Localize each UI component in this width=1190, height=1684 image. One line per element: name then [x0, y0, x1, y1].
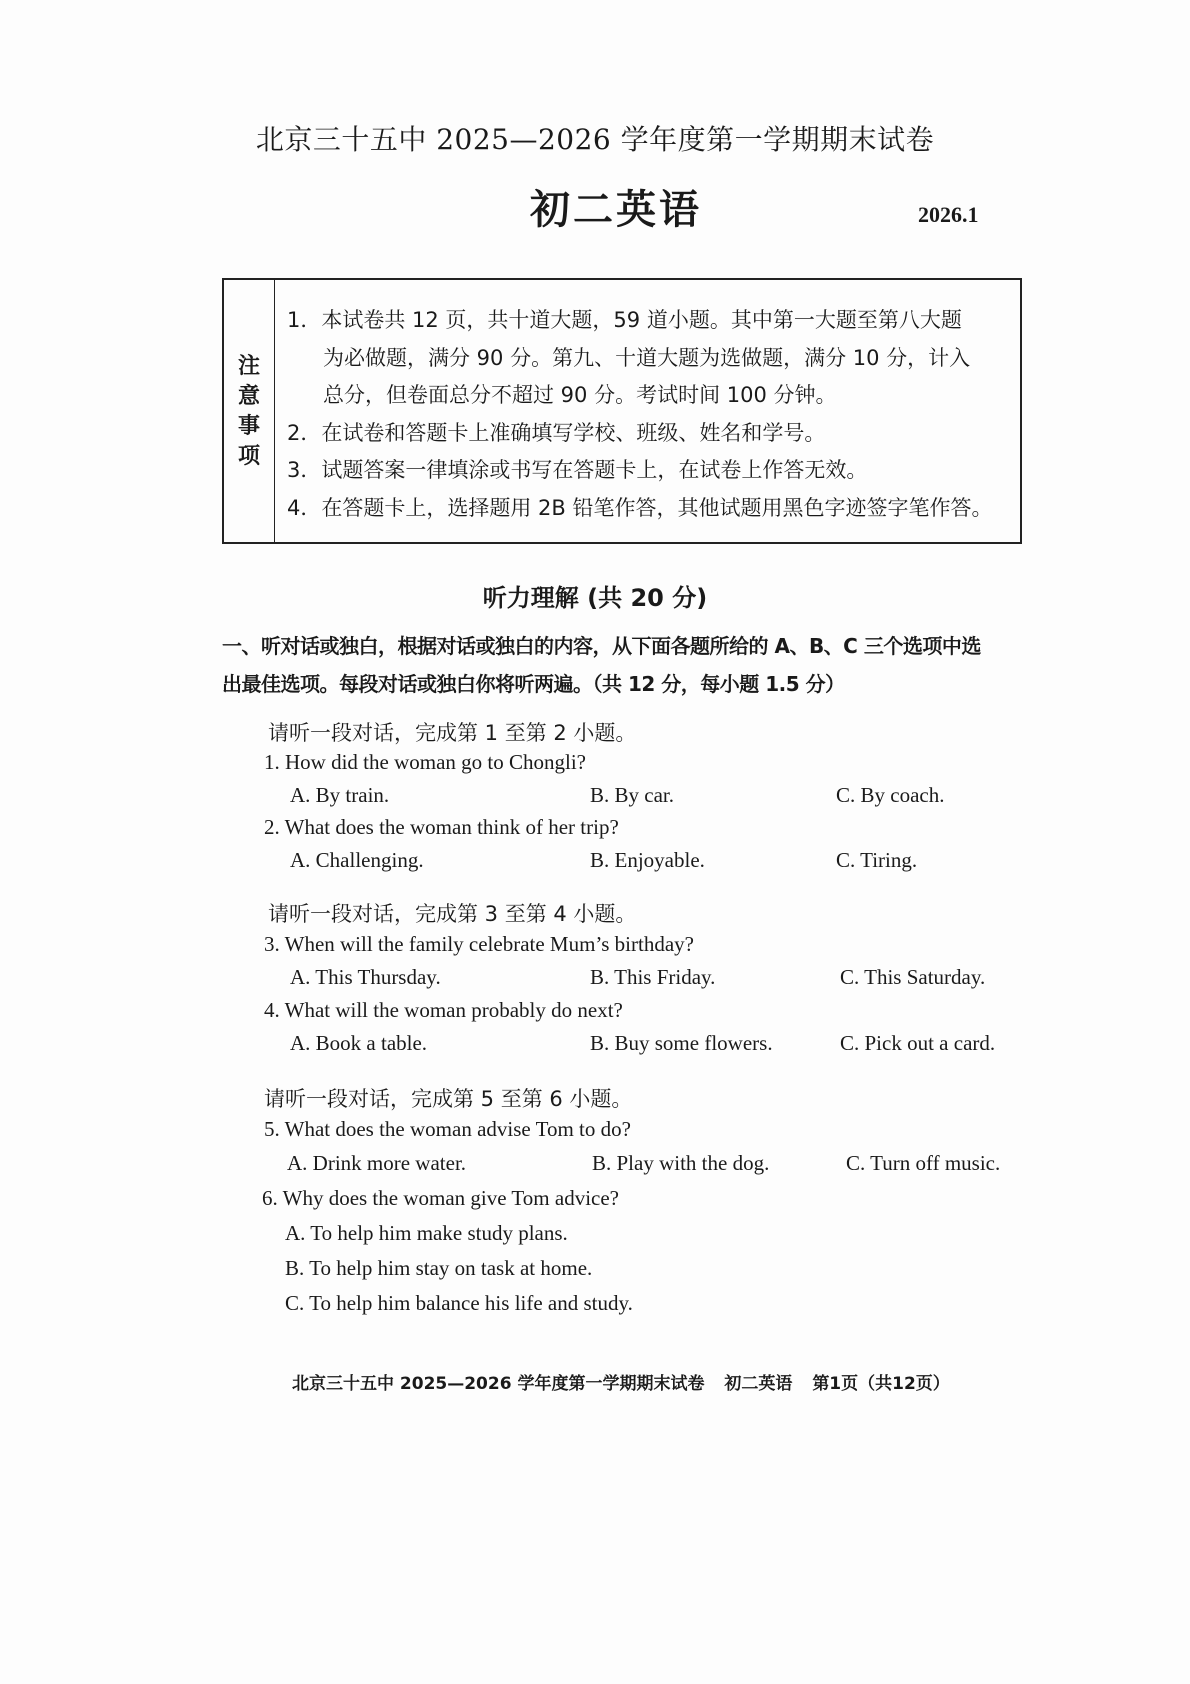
- option-c: C. Turn off music.: [846, 1151, 1001, 1175]
- question-stem: 2. What does the woman think of her trip?: [264, 815, 619, 839]
- notice-label-char: 注: [237, 353, 260, 379]
- notice-label: [224, 280, 275, 542]
- option-b: B. To help him stay on task at home.: [285, 1256, 593, 1280]
- option-b: B. Enjoyable.: [590, 848, 705, 872]
- question-stem: 1. How did the woman go to Chongli?: [264, 750, 586, 774]
- option-a: A. To help him make study plans.: [285, 1221, 568, 1245]
- exam-date: 2026.1: [918, 202, 979, 227]
- option-b: B. This Friday.: [590, 965, 716, 989]
- option-b: B. Play with the dog.: [592, 1151, 770, 1175]
- option-b: B. By car.: [590, 783, 674, 807]
- option-a: A. This Thursday.: [290, 965, 441, 989]
- option-c: C. By coach.: [836, 783, 945, 807]
- notice-line: 1．本试卷共 12 页，共十道大题，59 道小题。其中第一大题至第八大题: [287, 308, 962, 332]
- question-stem: 3. When will the family celebrate Mum’s birthday?: [264, 932, 694, 956]
- section-instruction: 一、听对话或独白，根据对话或独白的内容，从下面各题所给的 A、B、C 三个选项中选: [222, 634, 981, 658]
- option-c: C. Tiring.: [836, 848, 918, 872]
- footer-page: 第1页（共12页）: [812, 1374, 950, 1394]
- group-intro: 请听一段对话，完成第 5 至第 6 小题。: [264, 1087, 633, 1111]
- page-footer: [292, 1369, 964, 1394]
- notice-label-char: 意: [237, 383, 260, 409]
- question-stem: 4. What will the woman probably do next?: [264, 998, 623, 1022]
- notice-line: 总分，但卷面总分不超过 90 分。考试时间 100 分钟。: [323, 383, 837, 407]
- notice-items: [275, 280, 1020, 542]
- option-a: A. Book a table.: [290, 1031, 428, 1055]
- notice-line: 为必做题，满分 90 分。第九、十道大题为选做题，满分 10 分，计入: [323, 345, 971, 370]
- subject-title: 初二英语: [530, 186, 702, 233]
- option-c: C. To help him balance his life and study.: [285, 1291, 633, 1315]
- option-a: A. Challenging.: [290, 848, 424, 872]
- footer-subject: 初二英语: [724, 1374, 793, 1394]
- section-title: 听力理解 (共 20 分): [482, 584, 708, 612]
- notice-line: 4．在答题卡上，选择题用 2B 铅笔作答，其他试题用黑色字迹签字笔作答。: [287, 495, 993, 520]
- group-intro: 请听一段对话，完成第 3 至第 4 小题。: [268, 902, 637, 926]
- exam-title: 北京三十五中 2025—2026 学年度第一学期期末试卷: [255, 123, 935, 156]
- notice-label-char: 事: [237, 413, 260, 439]
- option-c: C. This Saturday.: [840, 965, 986, 989]
- question-stem: 5. What does the woman advise Tom to do?: [264, 1117, 631, 1141]
- option-c: C. Pick out a card.: [840, 1031, 996, 1055]
- group-intro: 请听一段对话，完成第 1 至第 2 小题。: [268, 721, 637, 745]
- notice-line: 2．在试卷和答题卡上准确填写学校、班级、姓名和学号。: [287, 420, 826, 445]
- notice-box: [222, 278, 1022, 544]
- notice-label-char: 项: [237, 443, 260, 469]
- option-a: A. By train.: [290, 783, 390, 807]
- footer-exam: 北京三十五中 2025—2026 学年度第一学期期末试卷: [292, 1374, 705, 1394]
- notice-line: 3．试题答案一律填涂或书写在答题卡上，在试卷上作答无效。: [287, 458, 868, 482]
- question-stem: 6. Why does the woman give Tom advice?: [262, 1186, 619, 1210]
- option-a: A. Drink more water.: [287, 1151, 467, 1175]
- option-b: B. Buy some flowers.: [590, 1031, 773, 1055]
- section-instruction: 出最佳选项。每段对话或独白你将听两遍。（共 12 分，每小题 1.5 分）: [222, 672, 845, 696]
